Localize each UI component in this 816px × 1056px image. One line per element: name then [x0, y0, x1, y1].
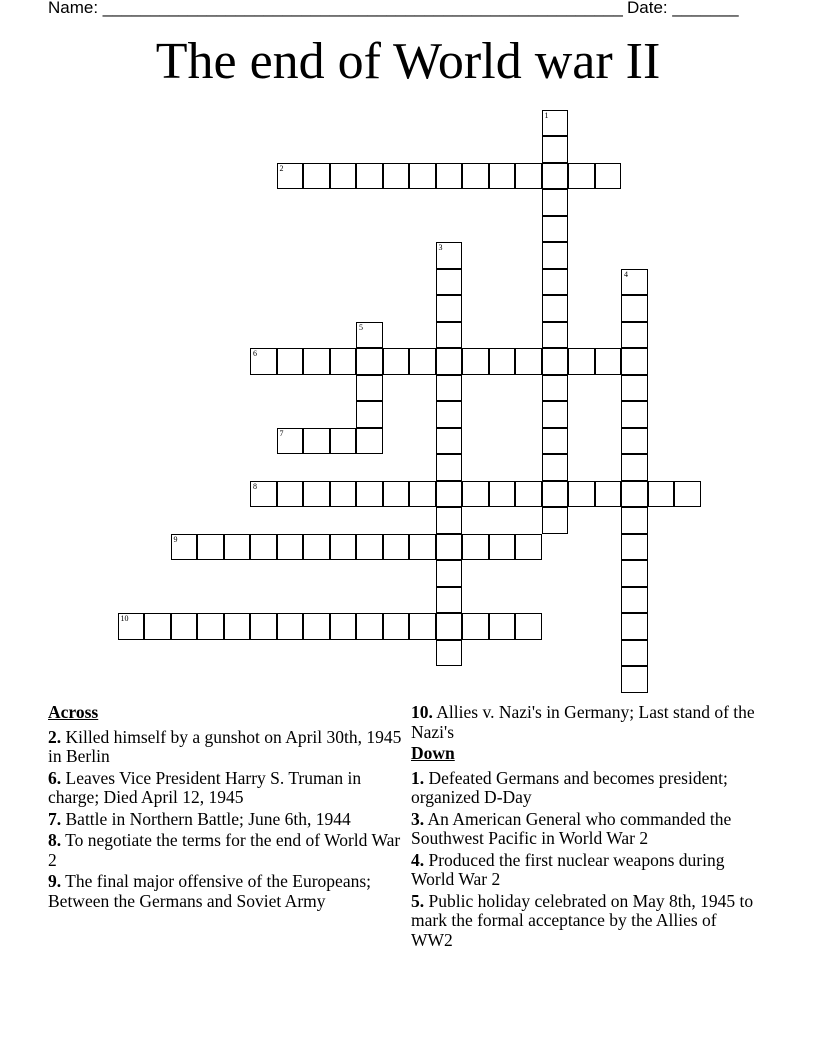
crossword-cell[interactable] [356, 481, 383, 508]
crossword-cell[interactable] [118, 613, 145, 640]
crossword-cell[interactable] [436, 348, 463, 375]
crossword-cell[interactable] [436, 507, 463, 534]
crossword-cell[interactable] [595, 163, 622, 190]
crossword-cell[interactable] [542, 295, 569, 322]
crossword-cell[interactable] [330, 163, 357, 190]
crossword-cell[interactable] [542, 322, 569, 349]
clue-number: 9. [48, 871, 62, 891]
crossword-cell[interactable] [542, 216, 569, 243]
crossword-cell[interactable] [515, 163, 542, 190]
crossword-cell[interactable] [489, 163, 516, 190]
crossword-cell[interactable] [542, 242, 569, 269]
clue-across-6 [48, 769, 403, 808]
clue-text: Leaves Vice President Harry S. Truman in charge; Died April 12, 1945 [48, 767, 362, 807]
clue-across-7 [48, 810, 403, 830]
crossword-cell[interactable] [303, 163, 330, 190]
crossword-cell[interactable] [515, 534, 542, 561]
crossword-cell[interactable] [197, 613, 224, 640]
crossword-cell[interactable] [171, 613, 198, 640]
crossword-cell[interactable] [250, 613, 277, 640]
clue-number: 7. [48, 808, 62, 829]
crossword-cell[interactable] [621, 560, 648, 587]
clue-down-4 [411, 851, 756, 890]
cell-number: 2 [279, 163, 284, 173]
crossword-cell[interactable] [595, 481, 622, 508]
crossword-cell[interactable] [621, 666, 648, 693]
crossword-cell[interactable] [648, 481, 675, 508]
crossword-cell[interactable] [330, 534, 357, 561]
crossword-cell[interactable] [621, 507, 648, 534]
crossword-cell[interactable] [409, 613, 436, 640]
clue-number: 4. [411, 849, 425, 870]
crossword-cell[interactable] [568, 163, 595, 190]
crossword-cell[interactable] [436, 322, 463, 349]
crossword-cell[interactable] [356, 348, 383, 375]
name-field-label: Name: _______________________________________________________ [48, 0, 623, 17]
crossword-cell[interactable] [356, 613, 383, 640]
crossword-cell[interactable] [409, 481, 436, 508]
clue-text: Produced the first nuclear weapons during World War 2 [411, 849, 725, 889]
crossword-cell[interactable] [489, 481, 516, 508]
crossword-cell[interactable] [542, 507, 569, 534]
down-heading: Down [411, 743, 455, 763]
crossword-cell[interactable] [462, 163, 489, 190]
crossword-cell[interactable] [436, 481, 463, 508]
cell-number: 9 [173, 534, 178, 544]
cell-number: 1 [544, 110, 549, 120]
cell-number: 6 [253, 349, 257, 358]
crossword-cell[interactable] [277, 534, 304, 561]
crossword-cell[interactable] [303, 428, 330, 455]
crossword-cell[interactable] [542, 375, 569, 402]
clue-text: Public holiday celebrated on May 8th, 1945 to mark the formal acceptance by the Allies of WW2 [411, 890, 754, 950]
crossword-cell[interactable] [462, 613, 489, 640]
crossword-cell[interactable] [542, 454, 569, 481]
clue-number: 6. [48, 767, 62, 788]
crossword-cell[interactable] [383, 613, 410, 640]
cell-number: 7 [279, 428, 284, 438]
cell-number: 5 [359, 322, 363, 332]
crossword-cell[interactable] [489, 348, 516, 375]
crossword-cell[interactable] [462, 481, 489, 508]
clue-text: Defeated Germans and becomes president; organized D-Day [411, 767, 728, 807]
crossword-cell[interactable] [542, 401, 569, 428]
crossword-cell[interactable] [542, 163, 569, 190]
date-field-label: Date: _______ [627, 0, 739, 17]
crossword-cell[interactable] [356, 428, 383, 455]
crossword-cell[interactable] [489, 613, 516, 640]
crossword-cell[interactable] [330, 348, 357, 375]
clue-number: 3. [411, 808, 425, 829]
crossword-cell[interactable] [621, 587, 648, 614]
clue-across-2 [48, 728, 403, 767]
crossword-cell[interactable] [489, 534, 516, 561]
crossword-cell[interactable] [436, 640, 463, 667]
crossword-cell[interactable] [621, 295, 648, 322]
crossword-cell[interactable] [436, 534, 463, 561]
crossword-cell[interactable] [436, 269, 463, 296]
crossword-cell[interactable] [621, 481, 648, 508]
crossword-cell[interactable] [171, 534, 198, 561]
crossword-cell[interactable] [356, 401, 383, 428]
crossword-cell[interactable] [621, 613, 648, 640]
crossword-cell[interactable] [674, 481, 701, 508]
crossword-cell[interactable] [621, 640, 648, 667]
crossword-cell[interactable] [621, 322, 648, 349]
crossword-cell[interactable] [356, 322, 383, 349]
clue-down-3 [411, 810, 756, 849]
crossword-cell[interactable] [515, 348, 542, 375]
crossword-cell[interactable] [621, 401, 648, 428]
clue-text: Killed himself by a gunshot on April 30th, 1945 in Berlin [48, 726, 402, 766]
cell-number: 4 [624, 269, 628, 279]
crossword-cell[interactable] [303, 613, 330, 640]
crossword-cell[interactable] [436, 401, 463, 428]
crossword-cell[interactable] [383, 163, 410, 190]
clue-across-10 [411, 703, 756, 742]
crossword-cell[interactable] [277, 481, 304, 508]
clue-number: 10. [411, 702, 433, 722]
crossword-cell[interactable] [542, 269, 569, 296]
crossword-cell[interactable] [462, 534, 489, 561]
crossword-cell[interactable] [383, 534, 410, 561]
crossword-cell[interactable] [303, 534, 330, 561]
crossword-cell[interactable] [303, 481, 330, 508]
clue-text: The final major offensive of the Europeans; Between the Germans and Soviet Army [48, 871, 372, 911]
clues-column-2 [411, 703, 756, 952]
crossword-cell[interactable] [330, 481, 357, 508]
crossword-cell[interactable] [409, 534, 436, 561]
crossword-cell[interactable] [515, 481, 542, 508]
crossword-cell[interactable] [515, 613, 542, 640]
crossword-cell[interactable] [436, 242, 463, 269]
clue-text: Allies v. Nazi's in Germany; Last stand of the Nazi's [411, 702, 755, 742]
crossword-cell[interactable] [303, 348, 330, 375]
crossword-cell[interactable] [277, 163, 304, 190]
crossword-cell[interactable] [224, 613, 251, 640]
crossword-cell[interactable] [436, 428, 463, 455]
crossword-cell[interactable] [356, 534, 383, 561]
crossword-cell[interactable] [356, 163, 383, 190]
crossword-cell[interactable] [462, 348, 489, 375]
crossword-cell[interactable] [277, 348, 304, 375]
crossword-cell[interactable] [621, 269, 648, 296]
crossword-cell[interactable] [542, 428, 569, 455]
clue-across-9 [48, 872, 403, 911]
crossword-cell[interactable] [568, 481, 595, 508]
puzzle-title: The end of World war II [155, 33, 661, 90]
crossword-cell[interactable] [383, 481, 410, 508]
crossword-cell[interactable] [436, 295, 463, 322]
crossword-cell[interactable] [621, 454, 648, 481]
clue-text: Battle in Northern Battle; June 6th, 1944 [61, 808, 351, 829]
crossword-cell[interactable] [330, 613, 357, 640]
crossword-cell[interactable] [621, 534, 648, 561]
crossword-cell[interactable] [277, 613, 304, 640]
crossword-cell[interactable] [542, 481, 569, 508]
cell-number: 8 [253, 481, 257, 491]
clue-across-8 [48, 831, 403, 870]
crossword-cell[interactable] [542, 348, 569, 375]
clue-number: 8. [48, 830, 62, 850]
crossword-cell[interactable] [595, 348, 622, 375]
crossword-cell[interactable] [250, 534, 277, 561]
crossword-cell[interactable] [356, 375, 383, 402]
crossword-cell[interactable] [197, 534, 224, 561]
crossword-cell[interactable] [330, 428, 357, 455]
crossword-cell[interactable] [409, 163, 436, 190]
crossword-cell[interactable] [542, 189, 569, 216]
across-heading: Across [48, 702, 99, 722]
clue-down-1 [411, 769, 756, 808]
clue-number: 5. [411, 890, 425, 911]
clue-down-5 [411, 892, 756, 951]
crossword-cell[interactable] [250, 348, 277, 375]
crossword-cell[interactable] [568, 348, 595, 375]
crossword-cell[interactable] [250, 481, 277, 508]
crossword-cell[interactable] [621, 348, 648, 375]
crossword-cell[interactable] [409, 348, 436, 375]
crossword-cell[interactable] [436, 454, 463, 481]
clue-text: To negotiate the terms for the end of World War 2 [48, 830, 401, 870]
crossword-cell[interactable] [621, 375, 648, 402]
crossword-cell[interactable] [383, 348, 410, 375]
crossword-cell[interactable] [542, 110, 569, 137]
crossword-cell[interactable] [436, 375, 463, 402]
crossword-cell[interactable] [224, 534, 251, 561]
clue-text: An American General who commanded the Southwest Pacific in World War 2 [411, 808, 732, 848]
cell-number: 3 [438, 243, 443, 252]
across-clues-column-1 [48, 703, 403, 913]
cell-number: 10 [120, 614, 129, 623]
clue-number: 2. [48, 726, 62, 747]
clue-number: 1. [411, 767, 425, 788]
crossword-cell[interactable] [436, 587, 463, 614]
crossword-cell[interactable] [436, 560, 463, 587]
crossword-cell[interactable] [542, 136, 569, 163]
crossword-cell[interactable] [436, 613, 463, 640]
crossword-cell[interactable] [436, 163, 463, 190]
crossword-cell[interactable] [277, 428, 304, 455]
crossword-cell[interactable] [621, 428, 648, 455]
crossword-cell[interactable] [144, 613, 171, 640]
